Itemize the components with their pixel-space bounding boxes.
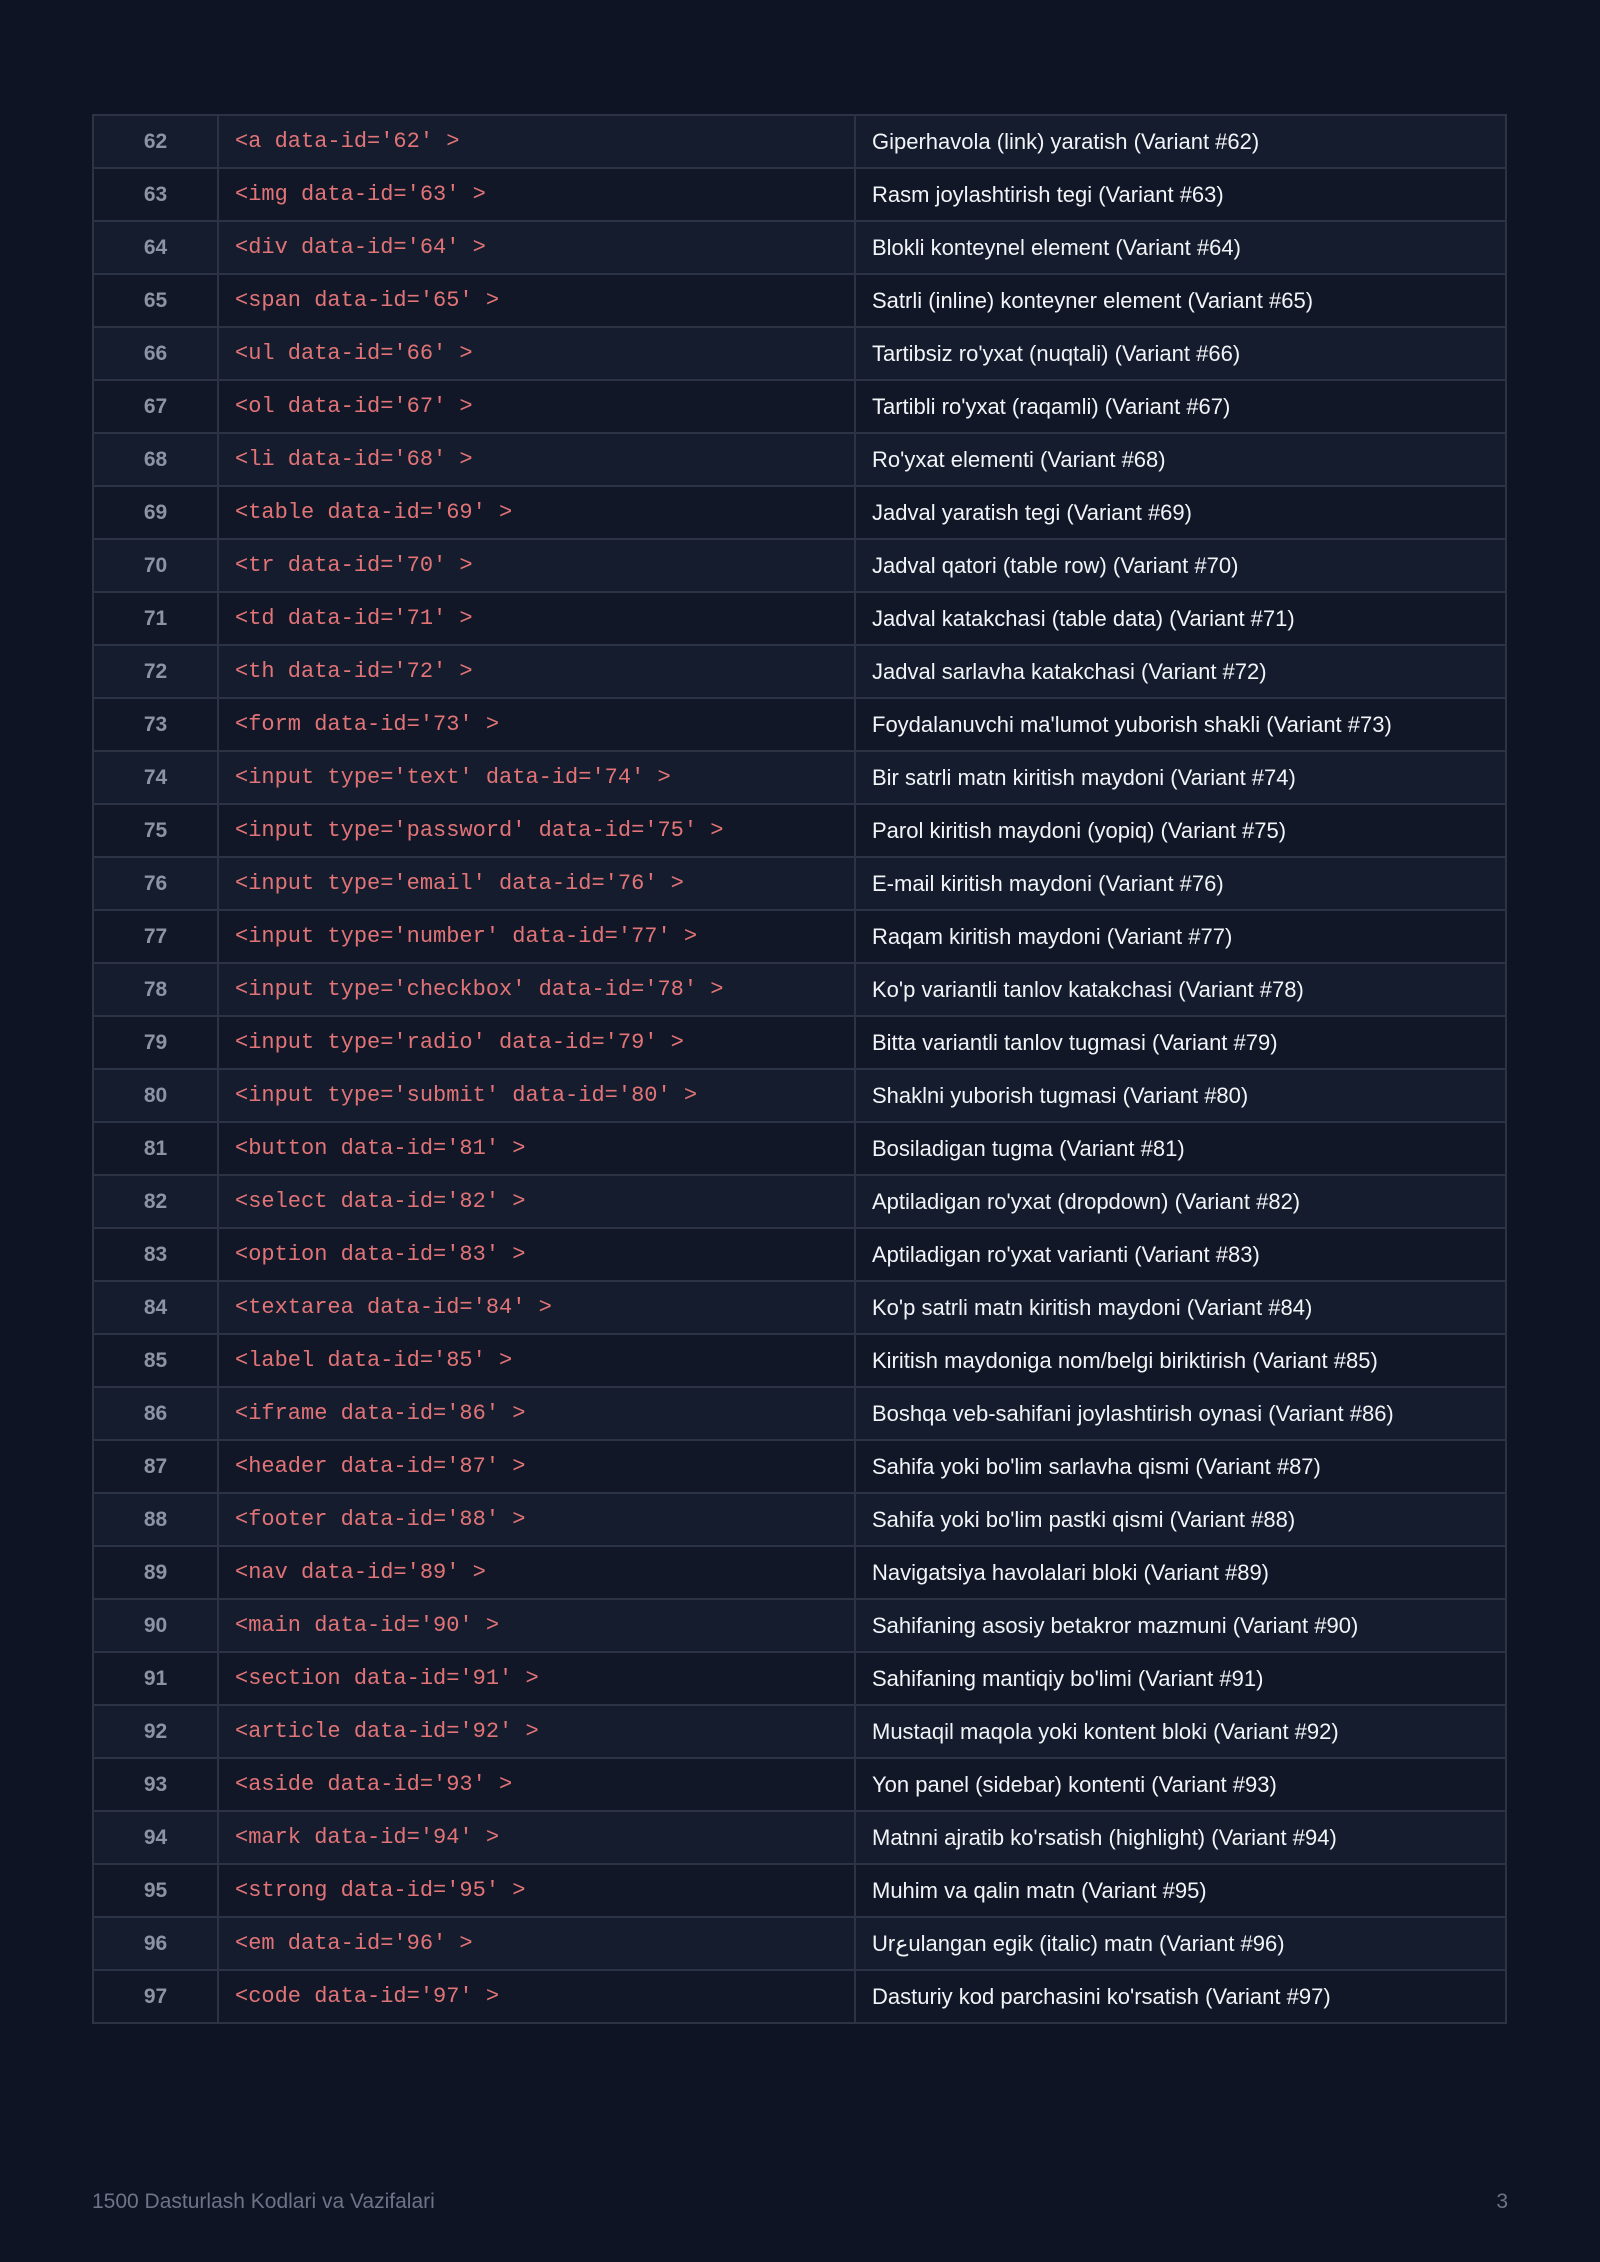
table-row [93, 1917, 1506, 1970]
page-number: 3 [1496, 2190, 1508, 2213]
table-row [93, 645, 1506, 698]
row-number: 86 [93, 1387, 218, 1440]
table-row [93, 1016, 1506, 1069]
row-code: <ul data-id='66' > [218, 327, 855, 380]
table-row [93, 115, 1506, 168]
row-number: 84 [93, 1281, 218, 1334]
row-code: <header data-id='87' > [218, 1440, 855, 1493]
row-code: <img data-id='63' > [218, 168, 855, 221]
row-description: Mustaqil maqola yoki kontent bloki (Variant #92) [855, 1705, 1506, 1758]
row-description: Aptiladigan ro'yxat (dropdown) (Variant #82) [855, 1175, 1506, 1228]
row-number: 76 [93, 857, 218, 910]
row-code: <em data-id='96' > [218, 1917, 855, 1970]
row-code: <tr data-id='70' > [218, 539, 855, 592]
row-code: <input type='password' data-id='75' > [218, 804, 855, 857]
row-code: <aside data-id='93' > [218, 1758, 855, 1811]
row-number: 62 [93, 115, 218, 168]
row-code: <select data-id='82' > [218, 1175, 855, 1228]
row-number: 92 [93, 1705, 218, 1758]
row-description: Boshqa veb-sahifani joylashtirish oynasi (Variant #86) [855, 1387, 1506, 1440]
table-row [93, 698, 1506, 751]
row-number: 66 [93, 327, 218, 380]
row-number: 97 [93, 1970, 218, 2023]
row-code: <code data-id='97' > [218, 1970, 855, 2023]
row-number: 82 [93, 1175, 218, 1228]
row-number: 81 [93, 1122, 218, 1175]
row-number: 69 [93, 486, 218, 539]
row-code: <input type='checkbox' data-id='78' > [218, 963, 855, 1016]
row-code: <input type='submit' data-id='80' > [218, 1069, 855, 1122]
table-row [93, 1599, 1506, 1652]
table-row [93, 486, 1506, 539]
row-number: 90 [93, 1599, 218, 1652]
row-number: 93 [93, 1758, 218, 1811]
table-row [93, 380, 1506, 433]
table-row [93, 1069, 1506, 1122]
row-code: <div data-id='64' > [218, 221, 855, 274]
table-row [93, 1122, 1506, 1175]
row-code: <input type='email' data-id='76' > [218, 857, 855, 910]
table-row [93, 221, 1506, 274]
row-number: 73 [93, 698, 218, 751]
row-number: 79 [93, 1016, 218, 1069]
table-body [93, 115, 1506, 2023]
row-number: 77 [93, 910, 218, 963]
row-description: Sahifa yoki bo'lim pastki qismi (Variant #88) [855, 1493, 1506, 1546]
table-row [93, 1758, 1506, 1811]
row-number: 72 [93, 645, 218, 698]
row-description: Jadval qatori (table row) (Variant #70) [855, 539, 1506, 592]
row-description: Raqam kiritish maydoni (Variant #77) [855, 910, 1506, 963]
row-code: <article data-id='92' > [218, 1705, 855, 1758]
row-description: Kiritish maydoniga nom/belgi biriktirish (Variant #85) [855, 1334, 1506, 1387]
row-code: <mark data-id='94' > [218, 1811, 855, 1864]
table-row [93, 1970, 1506, 2023]
table-row [93, 327, 1506, 380]
row-number: 75 [93, 804, 218, 857]
row-description: Giperhavola (link) yaratish (Variant #62) [855, 115, 1506, 168]
row-description: Sahifaning asosiy betakror mazmuni (Variant #90) [855, 1599, 1506, 1652]
row-description: Bosiladigan tugma (Variant #81) [855, 1122, 1506, 1175]
row-description: Bir satrli matn kiritish maydoni (Variant #74) [855, 751, 1506, 804]
row-description: Matnni ajratib ko'rsatish (highlight) (Variant #94) [855, 1811, 1506, 1864]
table-row [93, 1864, 1506, 1917]
table-row [93, 1811, 1506, 1864]
row-description: Ro'yxat elementi (Variant #68) [855, 433, 1506, 486]
row-code: <table data-id='69' > [218, 486, 855, 539]
row-description: Parol kiritish maydoni (yopiq) (Variant #75) [855, 804, 1506, 857]
table-row [93, 1175, 1506, 1228]
row-code: <strong data-id='95' > [218, 1864, 855, 1917]
table-row [93, 1546, 1506, 1599]
row-code: <input type='text' data-id='74' > [218, 751, 855, 804]
table-row [93, 1228, 1506, 1281]
row-code: <ol data-id='67' > [218, 380, 855, 433]
row-description: Dasturiy kod parchasini ko'rsatish (Variant #97) [855, 1970, 1506, 2023]
row-number: 71 [93, 592, 218, 645]
code-reference-table [92, 114, 1507, 2024]
table-row [93, 274, 1506, 327]
row-description: Ko'p satrli matn kiritish maydoni (Variant #84) [855, 1281, 1506, 1334]
footer-title: 1500 Dasturlash Kodlari va Vazifalari [92, 2190, 435, 2213]
row-number: 85 [93, 1334, 218, 1387]
row-number: 68 [93, 433, 218, 486]
row-number: 96 [93, 1917, 218, 1970]
table-row [93, 1440, 1506, 1493]
table-row [93, 433, 1506, 486]
row-description: Jadval katakchasi (table data) (Variant #71) [855, 592, 1506, 645]
row-code: <option data-id='83' > [218, 1228, 855, 1281]
table-row [93, 168, 1506, 221]
table-row [93, 1652, 1506, 1705]
row-description: Bitta variantli tanlov tugmasi (Variant #79) [855, 1016, 1506, 1069]
row-description: Shaklni yuborish tugmasi (Variant #80) [855, 1069, 1506, 1122]
row-description: Satrli (inline) konteyner element (Variant #65) [855, 274, 1506, 327]
row-code: <input type='number' data-id='77' > [218, 910, 855, 963]
row-code: <section data-id='91' > [218, 1652, 855, 1705]
row-number: 64 [93, 221, 218, 274]
row-description: Muhim va qalin matn (Variant #95) [855, 1864, 1506, 1917]
row-description: Aptiladigan ro'yxat varianti (Variant #83) [855, 1228, 1506, 1281]
row-number: 74 [93, 751, 218, 804]
row-number: 89 [93, 1546, 218, 1599]
row-code: <button data-id='81' > [218, 1122, 855, 1175]
row-number: 78 [93, 963, 218, 1016]
row-number: 88 [93, 1493, 218, 1546]
row-description: Foydalanuvchi ma'lumot yuborish shakli (Variant #73) [855, 698, 1506, 751]
row-number: 63 [93, 168, 218, 221]
row-number: 67 [93, 380, 218, 433]
row-description: Jadval sarlavha katakchasi (Variant #72) [855, 645, 1506, 698]
row-code: <input type='radio' data-id='79' > [218, 1016, 855, 1069]
row-description: Rasm joylashtirish tegi (Variant #63) [855, 168, 1506, 221]
row-number: 95 [93, 1864, 218, 1917]
row-code: <footer data-id='88' > [218, 1493, 855, 1546]
table-row [93, 1705, 1506, 1758]
row-code: <td data-id='71' > [218, 592, 855, 645]
row-code: <label data-id='85' > [218, 1334, 855, 1387]
table-row [93, 592, 1506, 645]
row-description: Urعulangan egik (italic) matn (Variant #96) [855, 1917, 1506, 1970]
row-code: <iframe data-id='86' > [218, 1387, 855, 1440]
row-number: 65 [93, 274, 218, 327]
table-row [93, 963, 1506, 1016]
row-code: <form data-id='73' > [218, 698, 855, 751]
table-row [93, 751, 1506, 804]
table-row [93, 1281, 1506, 1334]
row-number: 87 [93, 1440, 218, 1493]
row-description: Blokli konteynel element (Variant #64) [855, 221, 1506, 274]
row-description: Tartibsiz ro'yxat (nuqtali) (Variant #66) [855, 327, 1506, 380]
row-number: 70 [93, 539, 218, 592]
row-description: E-mail kiritish maydoni (Variant #76) [855, 857, 1506, 910]
row-code: <nav data-id='89' > [218, 1546, 855, 1599]
row-code: <li data-id='68' > [218, 433, 855, 486]
row-code: <textarea data-id='84' > [218, 1281, 855, 1334]
row-code: <a data-id='62' > [218, 115, 855, 168]
row-description: Sahifa yoki bo'lim sarlavha qismi (Variant #87) [855, 1440, 1506, 1493]
row-number: 91 [93, 1652, 218, 1705]
table-row [93, 539, 1506, 592]
row-number: 94 [93, 1811, 218, 1864]
row-description: Yon panel (sidebar) kontenti (Variant #93) [855, 1758, 1506, 1811]
row-description: Ko'p variantli tanlov katakchasi (Variant #78) [855, 963, 1506, 1016]
row-code: <th data-id='72' > [218, 645, 855, 698]
table-row [93, 1334, 1506, 1387]
table-row [93, 1387, 1506, 1440]
row-description: Tartibli ro'yxat (raqamli) (Variant #67) [855, 380, 1506, 433]
row-code: <main data-id='90' > [218, 1599, 855, 1652]
row-code: <span data-id='65' > [218, 274, 855, 327]
row-number: 80 [93, 1069, 218, 1122]
row-description: Sahifaning mantiqiy bo'limi (Variant #91) [855, 1652, 1506, 1705]
row-description: Jadval yaratish tegi (Variant #69) [855, 486, 1506, 539]
table-row [93, 1493, 1506, 1546]
table-row [93, 857, 1506, 910]
row-number: 83 [93, 1228, 218, 1281]
table-row [93, 804, 1506, 857]
table-row [93, 910, 1506, 963]
row-description: Navigatsiya havolalari bloki (Variant #89) [855, 1546, 1506, 1599]
